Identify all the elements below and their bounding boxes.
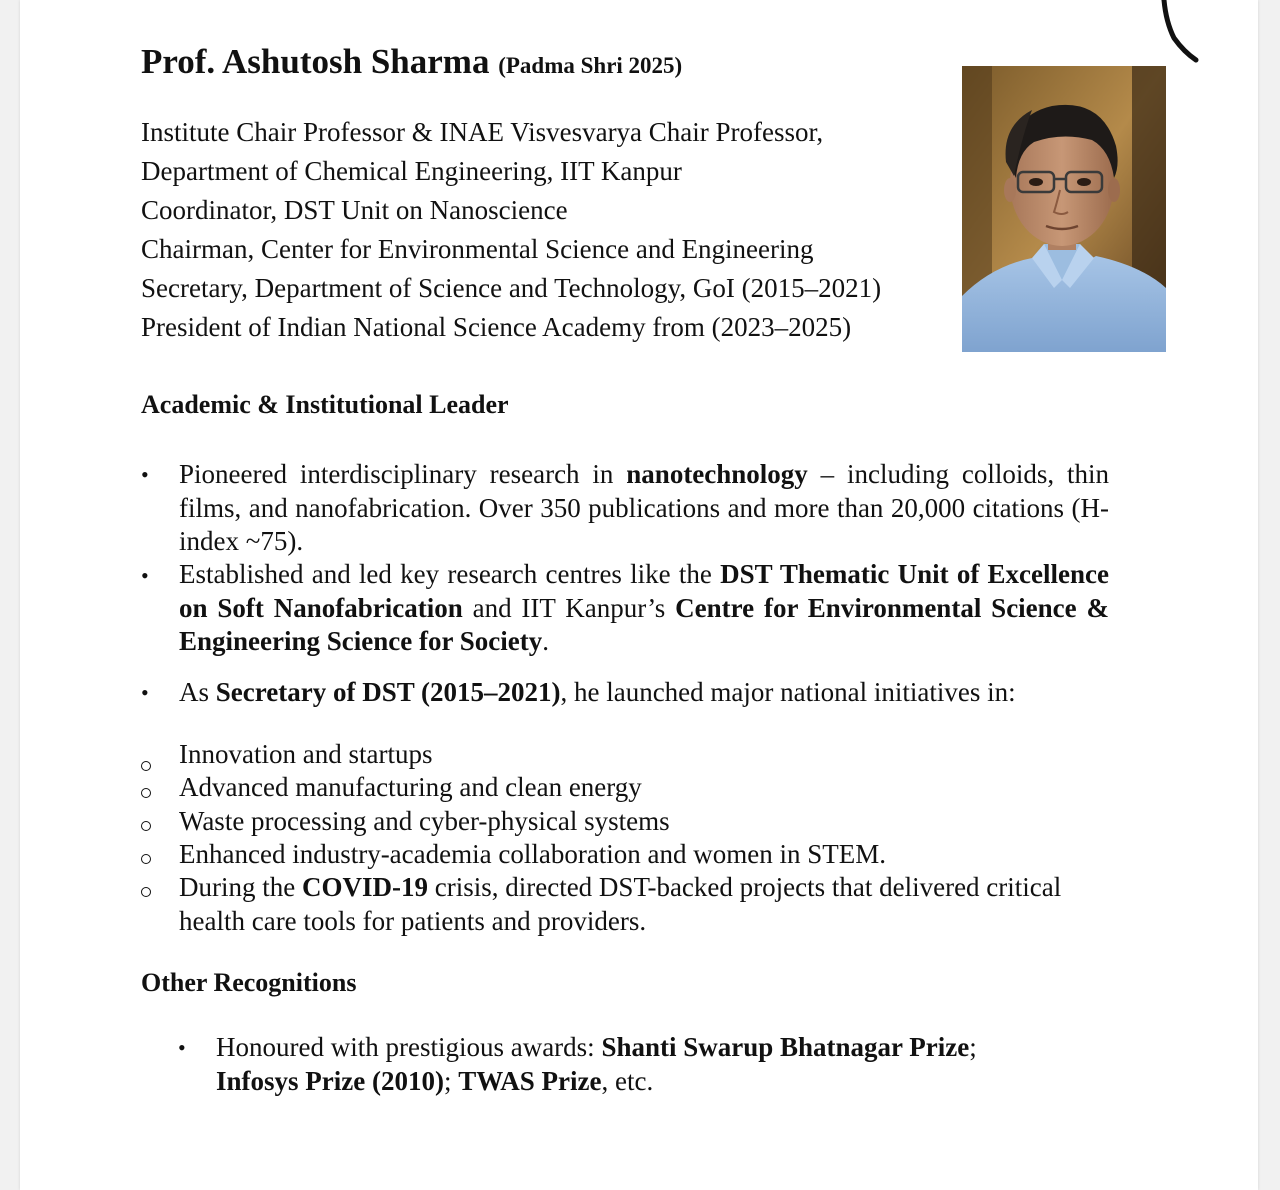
bold-text: TWAS Prize [458,1066,602,1096]
text-run: and IIT Kanpur’s [462,592,676,623]
text-run: crisis, directed DST-backed projects that delivered critical health care tools for patients and providers. [179,872,1062,936]
bold-text: Infosys Prize (2010) [216,1066,444,1096]
list-item [179,558,1109,659]
text-run: , he launched major national initiatives in: [560,677,1016,707]
sub-list-item: Innovation and startups [179,739,433,769]
bold-text: Centre for Environmental Science & Engineering Science for Society [179,592,1109,656]
role-line: President of Indian National Science Academy from (2023–2025) [141,312,852,342]
sub-list-item: Advanced manufacturing and clean energy [179,772,642,802]
circle-bullet-icon [141,821,151,831]
circle-bullet-icon [141,788,151,798]
text-run: ; [969,1032,977,1062]
section-heading-recognitions: Other Recognitions [141,968,357,997]
bold-text: COVID-19 [301,872,428,902]
role-line: Chairman, Center for Environmental Science and Engineering [141,234,814,264]
text-run: , etc. [601,1066,654,1096]
portrait-illustration [962,66,1166,352]
sub-list-item: Enhanced industry-academia collaboration and women in STEM. [179,839,887,869]
bullet-icon: • [141,462,149,487]
text-run: Honoured with prestigious awards: [216,1032,602,1062]
person-name: Prof. Ashutosh Sharma [141,42,490,81]
honour-label: (Padma Shri 2025) [498,53,683,78]
page-title [141,42,682,82]
circle-bullet-icon [141,854,151,864]
text-run: . [542,626,549,656]
text-run: ; [443,1066,459,1096]
bold-text: Shanti Swarup Bhatnagar Prize [601,1032,970,1062]
section-heading-academic: Academic & Institutional Leader [141,390,509,419]
text-run: – including colloids, thin films, and nanofabrication. Over 350 publications and more than 20,000 citations (H-index ~75). [179,459,1109,556]
text-run: As [179,677,216,707]
role-line: Department of Chemical Engineering, IIT Kanpur [141,156,682,186]
circle-bullet-icon [141,761,151,771]
text-run: During the [179,872,302,902]
role-line: Secretary, Department of Science and Technology, GoI (2015–2021) [141,273,882,303]
roles-list [141,113,881,347]
list-item [216,1030,1076,1098]
text-run: Pioneered interdisciplinary research in [179,459,627,489]
list-item [179,458,1109,559]
bullet-icon: • [141,563,149,588]
role-line: Institute Chair Professor & INAE Visvesvarya Chair Professor, [141,117,824,147]
role-line: Coordinator, DST Unit on Nanoscience [141,195,568,225]
bullet-icon: • [141,680,149,705]
bold-text: DST Thematic Unit of Excellence on Soft Nanofabrication [179,559,1109,623]
text-run: Established and led key research centres like the [179,559,721,589]
sub-list-item [179,871,1079,938]
bold-text: nanotechnology [626,459,808,489]
bold-text: Secretary of DST (2015–2021) [215,677,561,707]
portrait-photo [962,66,1166,352]
pen-stroke-mark [1150,0,1210,70]
sub-list-item: Waste processing and cyber-physical systems [179,806,670,836]
list-item [179,676,1109,710]
circle-bullet-icon [141,887,151,897]
bullet-icon: • [178,1035,186,1060]
